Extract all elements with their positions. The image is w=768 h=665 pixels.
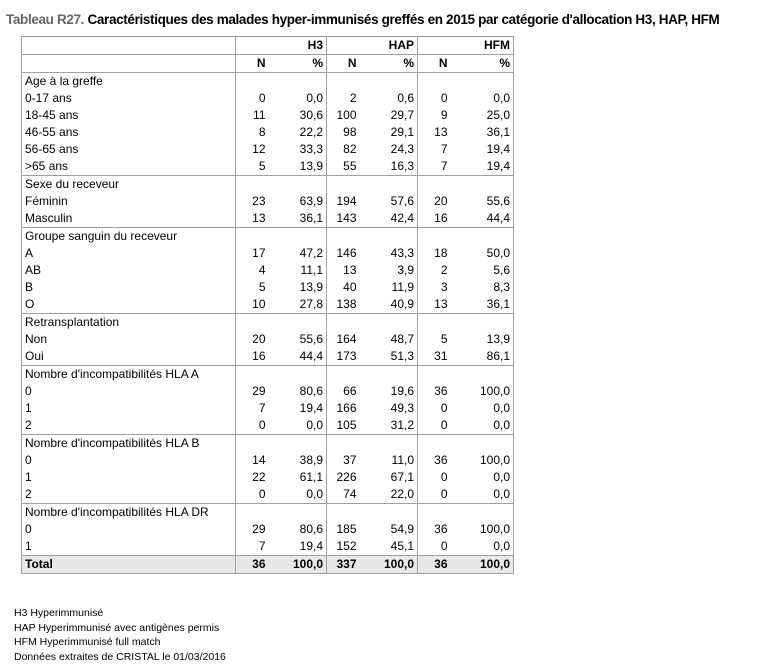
value-cell: 54,9: [360, 521, 418, 538]
value-cell: 80,6: [269, 521, 327, 538]
value-cell: 49,3: [360, 400, 418, 417]
value-cell: 138: [327, 296, 360, 314]
value-cell: 19,4: [451, 158, 514, 176]
value-cell: 0: [236, 486, 269, 504]
value-cell: 0: [236, 90, 269, 107]
empty-cell: [269, 228, 327, 246]
table-row: [22, 245, 514, 262]
value-cell: 36: [418, 383, 451, 400]
table-row: [22, 158, 514, 176]
empty-cell: [451, 73, 514, 91]
empty-cell: [327, 176, 360, 194]
value-cell: 0,0: [451, 469, 514, 486]
table-row: [22, 538, 514, 556]
section-label: Nombre d'incompatibilités HLA B: [22, 435, 236, 453]
header-blank-cell: [22, 55, 236, 73]
subheader-cell: %: [360, 55, 418, 73]
section-label: Age à la greffe: [22, 73, 236, 91]
value-cell: 100,0: [269, 556, 327, 574]
value-cell: 0: [418, 486, 451, 504]
empty-cell: [360, 366, 418, 384]
value-cell: 86,1: [451, 348, 514, 366]
table-row: [22, 486, 514, 504]
value-cell: 22,0: [360, 486, 418, 504]
value-cell: 13,9: [269, 158, 327, 176]
row-label: 2: [22, 417, 236, 435]
group-header: H3: [236, 37, 327, 55]
value-cell: 13: [418, 296, 451, 314]
value-cell: 100,0: [451, 452, 514, 469]
section-label: Nombre d'incompatibilités HLA A: [22, 366, 236, 384]
value-cell: 42,4: [360, 210, 418, 228]
value-cell: 166: [327, 400, 360, 417]
section-header-row: [22, 366, 514, 384]
empty-cell: [451, 176, 514, 194]
value-cell: 20: [418, 193, 451, 210]
value-cell: 48,7: [360, 331, 418, 348]
subheader-cell: %: [451, 55, 514, 73]
empty-cell: [327, 73, 360, 91]
empty-cell: [269, 504, 327, 522]
row-label: 46-55 ans: [22, 124, 236, 141]
empty-cell: [360, 73, 418, 91]
value-cell: 9: [418, 107, 451, 124]
section-label: Sexe du receveur: [22, 176, 236, 194]
empty-cell: [269, 366, 327, 384]
value-cell: 0,0: [451, 417, 514, 435]
value-cell: 33,3: [269, 141, 327, 158]
value-cell: 22,2: [269, 124, 327, 141]
value-cell: 14: [236, 452, 269, 469]
value-cell: 23: [236, 193, 269, 210]
row-label: 56-65 ans: [22, 141, 236, 158]
value-cell: 98: [327, 124, 360, 141]
table-number: Tableau R27.: [6, 12, 85, 27]
empty-cell: [360, 228, 418, 246]
value-cell: 0: [418, 538, 451, 556]
section-header-row: [22, 435, 514, 453]
value-cell: 61,1: [269, 469, 327, 486]
value-cell: 0,0: [451, 486, 514, 504]
value-cell: 47,2: [269, 245, 327, 262]
value-cell: 0,0: [451, 400, 514, 417]
empty-cell: [360, 314, 418, 332]
empty-cell: [451, 228, 514, 246]
value-cell: 8: [236, 124, 269, 141]
section-label: Retransplantation: [22, 314, 236, 332]
empty-cell: [327, 435, 360, 453]
value-cell: 50,0: [451, 245, 514, 262]
row-label: 0: [22, 521, 236, 538]
value-cell: 29: [236, 521, 269, 538]
table-row: [22, 521, 514, 538]
value-cell: 13,9: [269, 279, 327, 296]
empty-cell: [236, 435, 269, 453]
value-cell: 8,3: [451, 279, 514, 296]
value-cell: 143: [327, 210, 360, 228]
row-label: O: [22, 296, 236, 314]
value-cell: 38,9: [269, 452, 327, 469]
row-label: Non: [22, 331, 236, 348]
value-cell: 146: [327, 245, 360, 262]
value-cell: 11,0: [360, 452, 418, 469]
data-table: [21, 36, 514, 574]
section-header-row: [22, 504, 514, 522]
value-cell: 13: [418, 124, 451, 141]
row-label: >65 ans: [22, 158, 236, 176]
row-label: 18-45 ans: [22, 107, 236, 124]
total-label: Total: [22, 556, 236, 574]
value-cell: 19,4: [451, 141, 514, 158]
table-row: [22, 124, 514, 141]
value-cell: 36: [418, 452, 451, 469]
value-cell: 36,1: [269, 210, 327, 228]
value-cell: 55,6: [269, 331, 327, 348]
table-row: [22, 383, 514, 400]
value-cell: 226: [327, 469, 360, 486]
value-cell: 5: [418, 331, 451, 348]
table-row: [22, 262, 514, 279]
value-cell: 12: [236, 141, 269, 158]
empty-cell: [418, 504, 451, 522]
value-cell: 24,3: [360, 141, 418, 158]
table-row: [22, 296, 514, 314]
group-header-row: [22, 37, 514, 55]
subheader-cell: %: [269, 55, 327, 73]
value-cell: 17: [236, 245, 269, 262]
value-cell: 100: [327, 107, 360, 124]
header-blank-cell: [22, 37, 236, 55]
table-row: [22, 141, 514, 158]
value-cell: 152: [327, 538, 360, 556]
empty-cell: [236, 73, 269, 91]
table-row: [22, 210, 514, 228]
value-cell: 100,0: [360, 556, 418, 574]
value-cell: 0: [236, 417, 269, 435]
empty-cell: [418, 366, 451, 384]
group-header: HAP: [327, 37, 418, 55]
value-cell: 66: [327, 383, 360, 400]
value-cell: 80,6: [269, 383, 327, 400]
footnotes: [14, 606, 226, 665]
table-title-text: Caractéristiques des malades hyper-immunisés greffés en 2015 par catégorie d'allocation H3, HAP, HFM: [87, 12, 720, 27]
row-label: 0: [22, 452, 236, 469]
value-cell: 31: [418, 348, 451, 366]
value-cell: 4: [236, 262, 269, 279]
table-row: [22, 400, 514, 417]
row-label: 1: [22, 400, 236, 417]
value-cell: 74: [327, 486, 360, 504]
row-label: 1: [22, 469, 236, 486]
value-cell: 185: [327, 521, 360, 538]
value-cell: 36: [418, 521, 451, 538]
row-label: A: [22, 245, 236, 262]
subheader-cell: N: [236, 55, 269, 73]
value-cell: 44,4: [269, 348, 327, 366]
empty-cell: [236, 176, 269, 194]
empty-cell: [418, 73, 451, 91]
value-cell: 36,1: [451, 296, 514, 314]
value-cell: 0,0: [269, 486, 327, 504]
value-cell: 19,6: [360, 383, 418, 400]
value-cell: 44,4: [451, 210, 514, 228]
value-cell: 0: [418, 417, 451, 435]
value-cell: 55,6: [451, 193, 514, 210]
empty-cell: [418, 435, 451, 453]
footnote: Données extraites de CRISTAL le 01/03/2016: [14, 651, 226, 664]
empty-cell: [269, 73, 327, 91]
value-cell: 100,0: [451, 556, 514, 574]
table-row: [22, 469, 514, 486]
value-cell: 7: [236, 538, 269, 556]
value-cell: 37: [327, 452, 360, 469]
table-row: [22, 193, 514, 210]
value-cell: 67,1: [360, 469, 418, 486]
value-cell: 10: [236, 296, 269, 314]
section-header-row: [22, 314, 514, 332]
value-cell: 0,0: [269, 90, 327, 107]
value-cell: 19,4: [269, 400, 327, 417]
footnote: HFM Hyperimmunisé full match: [14, 636, 161, 649]
footnote: H3 Hyperimmunisé: [14, 607, 104, 619]
table-row: [22, 279, 514, 296]
empty-cell: [360, 176, 418, 194]
empty-cell: [269, 176, 327, 194]
value-cell: 19,4: [269, 538, 327, 556]
value-cell: 173: [327, 348, 360, 366]
empty-cell: [236, 504, 269, 522]
value-cell: 100,0: [451, 521, 514, 538]
section-label: Groupe sanguin du receveur: [22, 228, 236, 246]
empty-cell: [418, 314, 451, 332]
value-cell: 11,1: [269, 262, 327, 279]
value-cell: 7: [418, 158, 451, 176]
value-cell: 82: [327, 141, 360, 158]
value-cell: 7: [236, 400, 269, 417]
value-cell: 29,7: [360, 107, 418, 124]
value-cell: 3: [418, 279, 451, 296]
section-header-row: [22, 176, 514, 194]
value-cell: 2: [418, 262, 451, 279]
value-cell: 13: [327, 262, 360, 279]
table-row: [22, 90, 514, 107]
value-cell: 0: [418, 400, 451, 417]
empty-cell: [360, 504, 418, 522]
row-label: 1: [22, 538, 236, 556]
subheader-cell: N: [327, 55, 360, 73]
empty-cell: [327, 314, 360, 332]
value-cell: 18: [418, 245, 451, 262]
row-label: Masculin: [22, 210, 236, 228]
value-cell: 0,0: [451, 90, 514, 107]
value-cell: 13,9: [451, 331, 514, 348]
value-cell: 3,9: [360, 262, 418, 279]
value-cell: 7: [418, 141, 451, 158]
value-cell: 0,0: [269, 417, 327, 435]
value-cell: 11: [236, 107, 269, 124]
table-row: [22, 452, 514, 469]
empty-cell: [269, 435, 327, 453]
group-header: HFM: [418, 37, 514, 55]
table-row: [22, 331, 514, 348]
value-cell: 5: [236, 279, 269, 296]
section-header-row: [22, 228, 514, 246]
value-cell: 194: [327, 193, 360, 210]
empty-cell: [327, 504, 360, 522]
empty-cell: [269, 314, 327, 332]
value-cell: 40,9: [360, 296, 418, 314]
value-cell: 43,3: [360, 245, 418, 262]
value-cell: 36,1: [451, 124, 514, 141]
value-cell: 22: [236, 469, 269, 486]
value-cell: 0,0: [451, 538, 514, 556]
value-cell: 40: [327, 279, 360, 296]
value-cell: 25,0: [451, 107, 514, 124]
table-row: [22, 348, 514, 366]
empty-cell: [451, 435, 514, 453]
empty-cell: [451, 504, 514, 522]
value-cell: 36: [236, 556, 269, 574]
row-label: Féminin: [22, 193, 236, 210]
value-cell: 55: [327, 158, 360, 176]
value-cell: 45,1: [360, 538, 418, 556]
value-cell: 337: [327, 556, 360, 574]
table-title: [6, 12, 719, 27]
subheader-row: [22, 55, 514, 73]
section-label: Nombre d'incompatibilités HLA DR: [22, 504, 236, 522]
empty-cell: [451, 366, 514, 384]
value-cell: 164: [327, 331, 360, 348]
value-cell: 57,6: [360, 193, 418, 210]
value-cell: 63,9: [269, 193, 327, 210]
empty-cell: [327, 366, 360, 384]
row-label: Oui: [22, 348, 236, 366]
value-cell: 36: [418, 556, 451, 574]
value-cell: 100,0: [451, 383, 514, 400]
value-cell: 0,6: [360, 90, 418, 107]
empty-cell: [327, 228, 360, 246]
value-cell: 0: [418, 469, 451, 486]
value-cell: 11,9: [360, 279, 418, 296]
value-cell: 29: [236, 383, 269, 400]
value-cell: 31,2: [360, 417, 418, 435]
empty-cell: [236, 314, 269, 332]
empty-cell: [418, 228, 451, 246]
empty-cell: [451, 314, 514, 332]
empty-cell: [418, 176, 451, 194]
value-cell: 16,3: [360, 158, 418, 176]
value-cell: 5,6: [451, 262, 514, 279]
value-cell: 51,3: [360, 348, 418, 366]
value-cell: 29,1: [360, 124, 418, 141]
value-cell: 13: [236, 210, 269, 228]
subheader-cell: N: [418, 55, 451, 73]
section-header-row: [22, 73, 514, 91]
empty-cell: [236, 366, 269, 384]
value-cell: 105: [327, 417, 360, 435]
value-cell: 16: [418, 210, 451, 228]
value-cell: 16: [236, 348, 269, 366]
value-cell: 27,8: [269, 296, 327, 314]
value-cell: 20: [236, 331, 269, 348]
row-label: 2: [22, 486, 236, 504]
empty-cell: [360, 435, 418, 453]
value-cell: 0: [418, 90, 451, 107]
footnote: HAP Hyperimmunisé avec antigènes permis: [14, 621, 220, 634]
table-row: [22, 417, 514, 435]
row-label: 0: [22, 383, 236, 400]
value-cell: 2: [327, 90, 360, 107]
empty-cell: [236, 228, 269, 246]
row-label: 0-17 ans: [22, 90, 236, 107]
table-row: [22, 107, 514, 124]
row-label: AB: [22, 262, 236, 279]
value-cell: 30,6: [269, 107, 327, 124]
total-row: [22, 556, 514, 574]
row-label: B: [22, 279, 236, 296]
value-cell: 5: [236, 158, 269, 176]
